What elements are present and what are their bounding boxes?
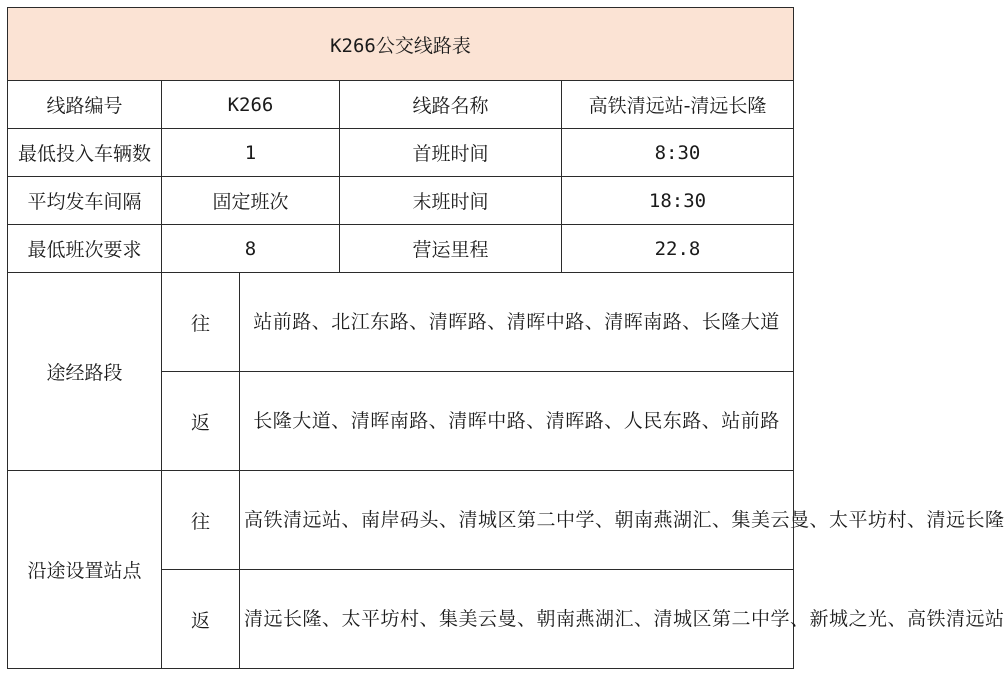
stops-label: 沿途设置站点 <box>8 471 162 669</box>
min-trips-value: 8 <box>162 225 340 273</box>
mileage-label: 营运里程 <box>340 225 562 273</box>
route-number-label: 线路编号 <box>8 81 162 129</box>
route-segments-label: 途经路段 <box>8 273 162 471</box>
table-row <box>8 273 794 372</box>
table-title: K266公交线路表 <box>8 8 794 81</box>
route-name-label: 线路名称 <box>340 81 562 129</box>
table-row <box>8 177 794 225</box>
last-bus-value: 18:30 <box>562 177 794 225</box>
table-row <box>8 81 794 129</box>
table-row <box>8 471 794 570</box>
table-row <box>8 225 794 273</box>
mileage-value: 22.8 <box>562 225 794 273</box>
stops-return: 清远长隆、太平坊村、集美云曼、朝南燕湖汇、清城区第二中学、新城之光、高铁清远站 <box>240 570 794 669</box>
return-label: 返 <box>162 570 240 669</box>
first-bus-label: 首班时间 <box>340 129 562 177</box>
route-segments-outbound: 站前路、北江东路、清晖路、清晖中路、清晖南路、长隆大道 <box>240 273 794 372</box>
route-number-value: K266 <box>162 81 340 129</box>
route-table <box>7 7 1005 669</box>
outbound-label: 往 <box>162 471 240 570</box>
min-trips-label: 最低班次要求 <box>8 225 162 273</box>
stops-outbound: 高铁清远站、南岸码头、清城区第二中学、朝南燕湖汇、集美云曼、太平坊村、清远长隆 <box>240 471 794 570</box>
interval-value: 固定班次 <box>162 177 340 225</box>
interval-label: 平均发车间隔 <box>8 177 162 225</box>
route-segments-return: 长隆大道、清晖南路、清晖中路、清晖路、人民东路、站前路 <box>240 372 794 471</box>
last-bus-label: 末班时间 <box>340 177 562 225</box>
min-vehicles-label: 最低投入车辆数 <box>8 129 162 177</box>
first-bus-value: 8:30 <box>562 129 794 177</box>
return-label: 返 <box>162 372 240 471</box>
route-name-value: 高铁清远站-清远长隆 <box>562 81 794 129</box>
outbound-label: 往 <box>162 273 240 372</box>
table-row <box>8 129 794 177</box>
min-vehicles-value: 1 <box>162 129 340 177</box>
